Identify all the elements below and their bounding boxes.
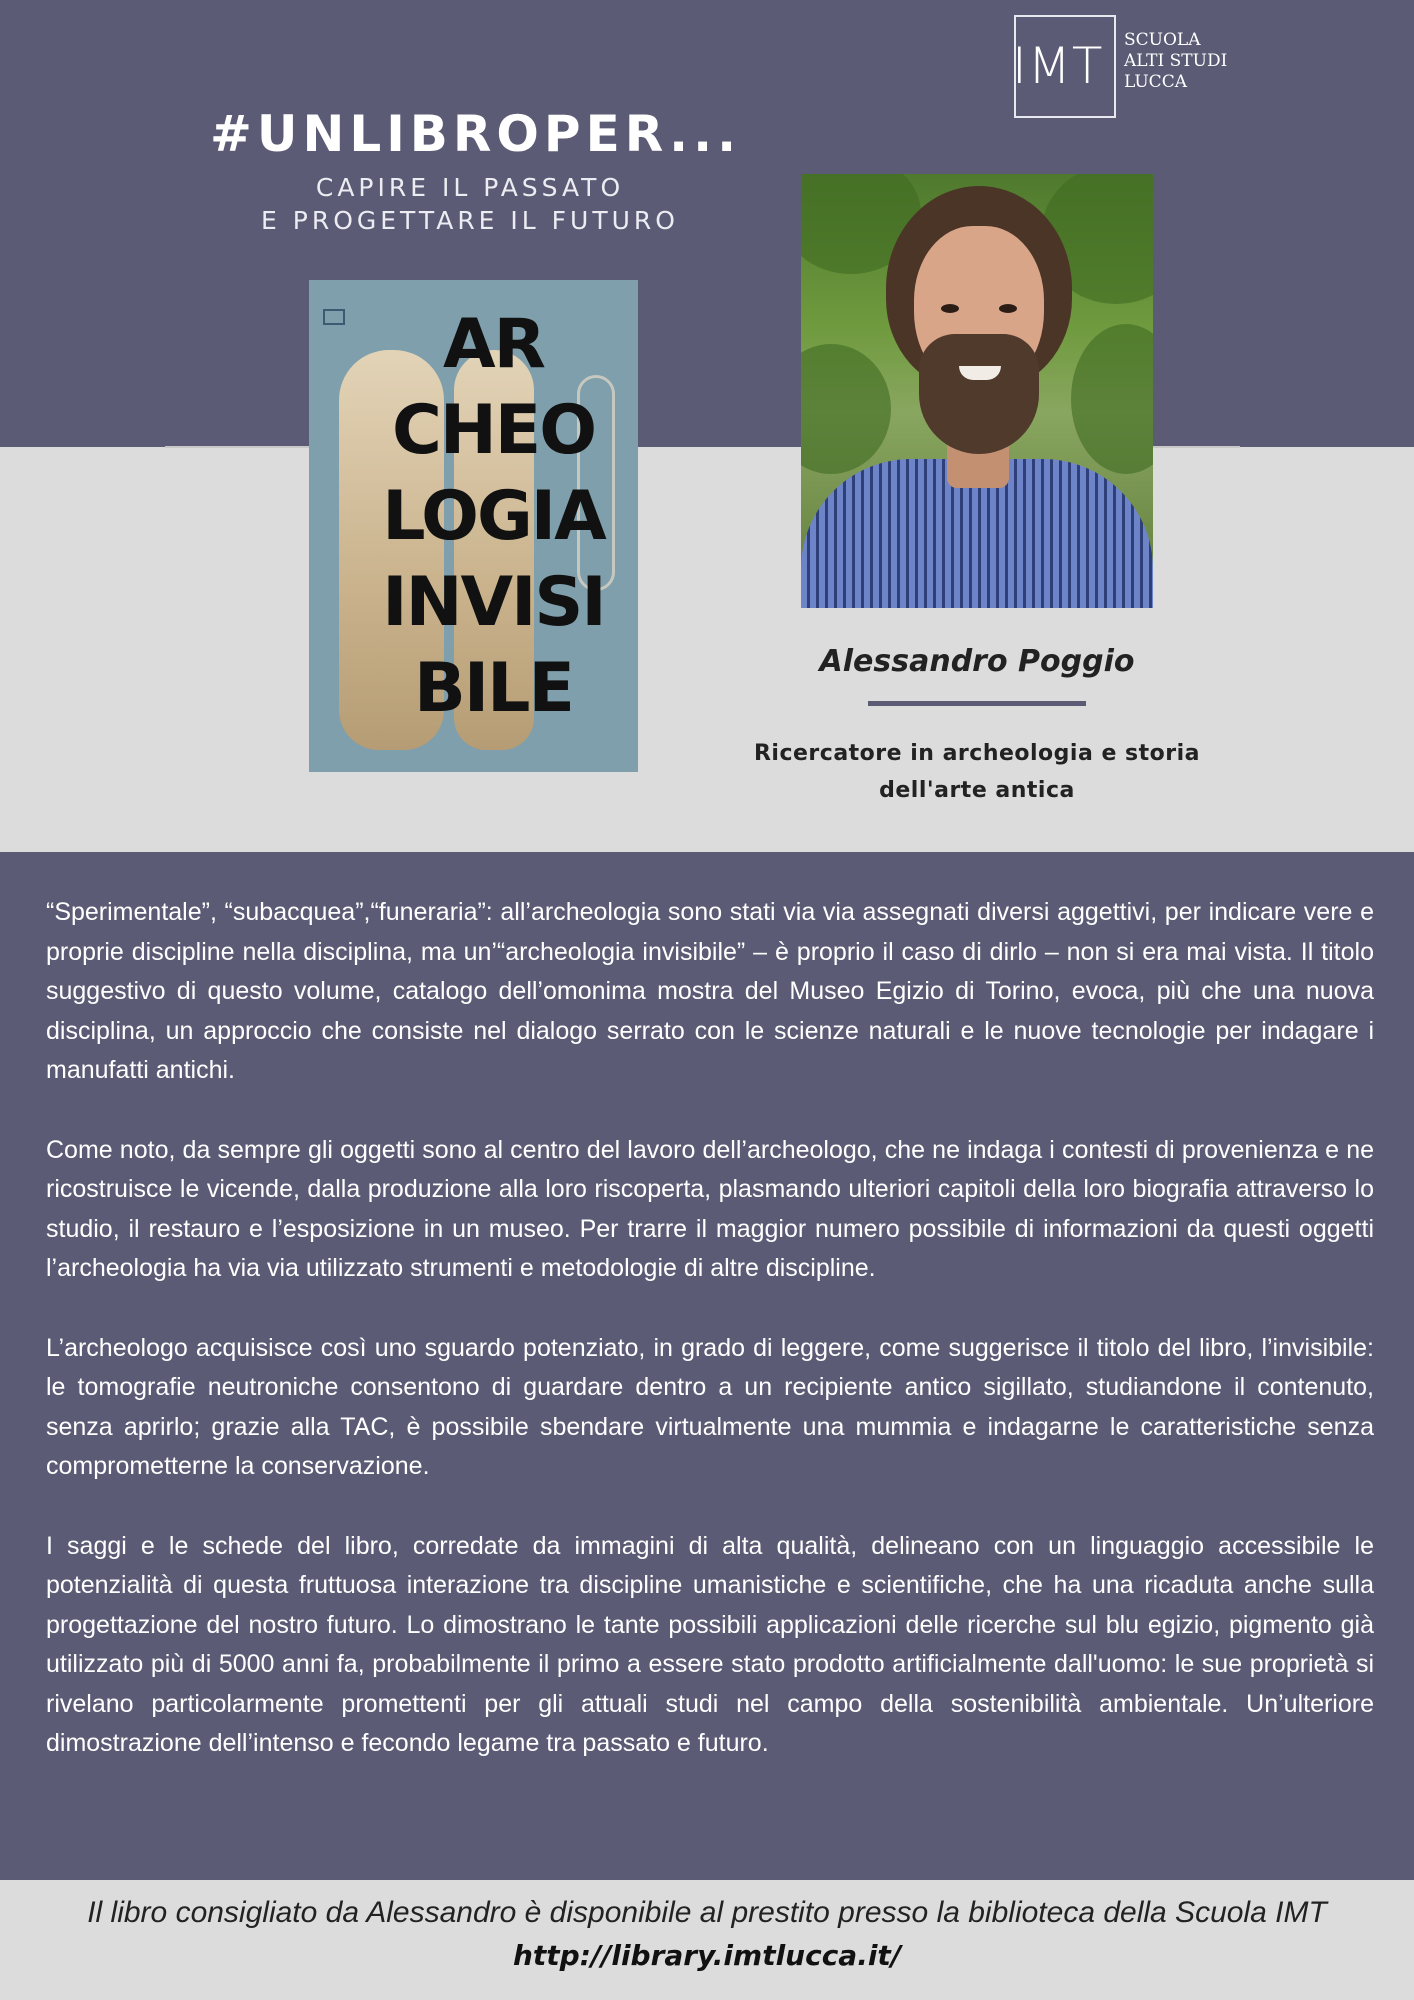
book-title-line: AR xyxy=(443,305,544,384)
review-paragraph: I saggi e le schede del libro, corredate da immagini di alta qualità, delineano con un linguaggio accessibile le potenzialità di questa fruttuosa interazione tra discipline umanistiche e scientifiche, che ha una ricaduta anche sulla progettazione del nostro futuro. Lo dimostrano le tante possibili applicazioni delle ricerche sul blu egizio, pigmento già utilizzato più di 5000 anni fa, probabilmente il primo a essere stato prodotto artificialmente dall'uomo: le sue proprietà si rivelano particolarmente promettenti per gli attuali studi nel campo della sostenibilità ambientale. Un’ulteriore dimostrazione dell’intenso e fecondo legame tra passato e futuro. xyxy=(46,1531,1374,1758)
divider-right xyxy=(1152,446,1240,448)
eye xyxy=(941,304,959,313)
divider-left xyxy=(165,446,310,448)
eye xyxy=(999,304,1017,313)
logo-mark: IMT xyxy=(1012,37,1104,95)
book-title-line: BILE xyxy=(414,649,573,728)
logo-line: SCUOLA xyxy=(1124,30,1201,50)
subtitle-line: CAPIRE IL PASSATO xyxy=(315,173,625,202)
book-title-line: INVISI xyxy=(382,563,605,642)
page-subtitle xyxy=(210,171,730,237)
review-paragraph: Come noto, da sempre gli oggetti sono al centro del lavoro dell’archeologo, che ne indaga i contesti di provenienza e ne ricostruisce le vicende, dalla produzione alla loro riscoperta, plasmando ulteriori capitoli della loro biografia attraverso lo studio, il restauro e l’esposizione in un museo. Per trarre il maggior numero possibile di informazioni da questi oggetti l’archeologia ha via via utilizzato strumenti e metodologie di altre discipline. xyxy=(46,1135,1374,1283)
subtitle-line: E PROGETTARE IL FUTURO xyxy=(261,206,679,235)
logo-text xyxy=(1124,30,1227,93)
review-paragraph: “Sperimentale”, “subacquea”,“funeraria”: all’archeologia sono stati via via assegnati diversi aggettivi, per indicare vere e proprie discipline nella disciplina, ma un’“archeologia invisibile” – è proprio il caso di dirlo – non si era mai vista. Il titolo suggestivo di questo volume, catalogo dell’omonima mostra del Museo Egizio di Torino, evoca, più che una nuova disciplina, un approccio che consiste nel dialogo serrato con le scienze naturali e le nuove tecnologie per indagare i manufatti antichi. xyxy=(46,898,1374,1085)
book-title-line: LOGIA xyxy=(382,477,605,556)
library-link[interactable]: http://library.imtlucca.it/ xyxy=(512,1939,902,1972)
author-name: Alessandro Poggio xyxy=(819,644,1135,679)
logo-line: LUCCA xyxy=(1124,72,1187,92)
book-title xyxy=(309,302,638,732)
page-title: #UNLIBROPER... xyxy=(210,105,742,163)
author-role-line: dell'arte antica xyxy=(879,778,1075,803)
logo-line: ALTI STUDI xyxy=(1124,51,1228,71)
author-role xyxy=(740,735,1214,809)
foliage xyxy=(801,344,891,474)
review-paragraph: L’archeologo acquisisce così uno sguardo potenziato, in grado di leggere, come suggerisce il titolo del libro, l’invisibile: le tomografie neutroniche consentono di guardare dentro a un recipiente antico sigillato, studiandone il contenuto, senza aprirlo; grazie alla TAC, è possibile sbendare virtualmente una mummia e indagarne le caratteristiche senza comprometterne la conservazione. xyxy=(46,1333,1374,1481)
author-role-line: Ricercatore in archeologia e storia xyxy=(753,741,1201,766)
book-cover xyxy=(309,280,638,772)
beard xyxy=(919,334,1039,454)
footer-note: Il libro consigliato da Alessandro è disponibile al prestito presso la biblioteca della Scuola IMT xyxy=(87,1896,1327,1929)
foliage xyxy=(1071,324,1153,474)
book-title-line: CHEO xyxy=(391,391,596,470)
author-divider xyxy=(868,701,1086,706)
author-photo xyxy=(801,174,1153,608)
review-text xyxy=(46,893,1374,1764)
